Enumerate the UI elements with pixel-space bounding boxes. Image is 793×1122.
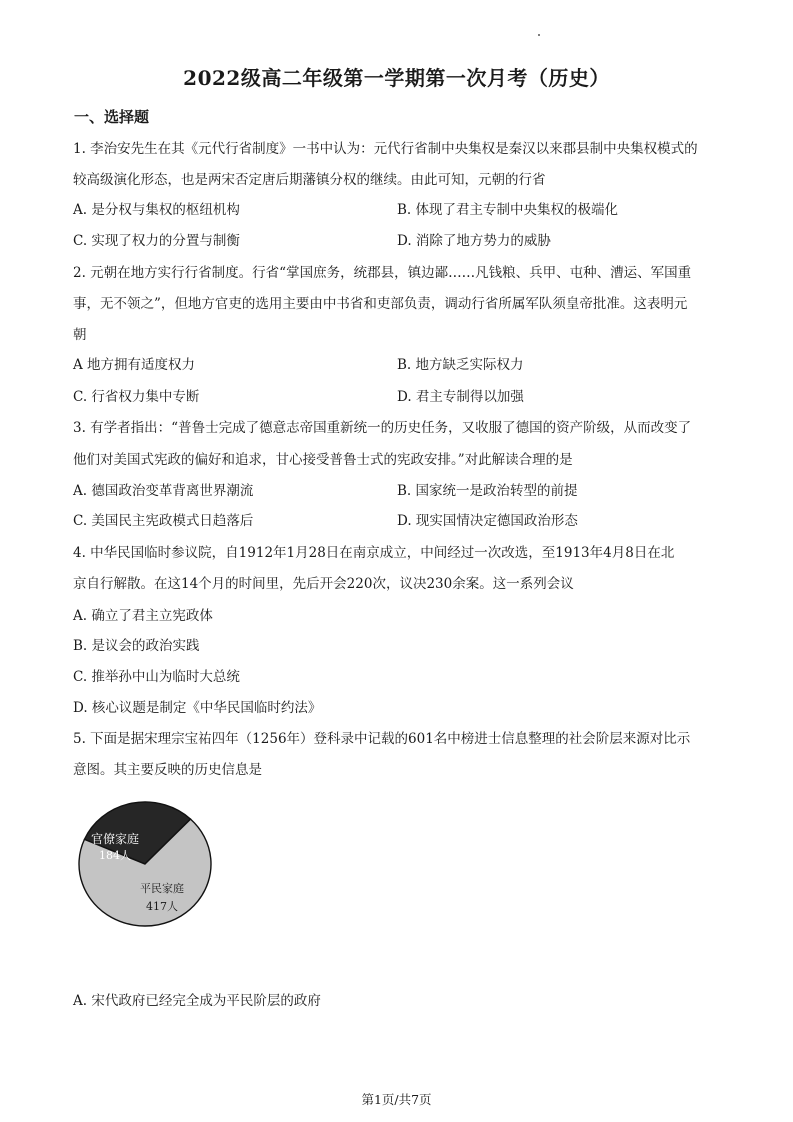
q1-stem-line: 较高级演化形态，也是两宋否定唐后期藩镇分权的继续。由此可知，元朝的行省 — [73, 172, 546, 188]
pie-chart — [78, 800, 218, 930]
q5-option-a: A. 宋代政府已经完全成为平民阶层的政府 — [73, 993, 321, 1009]
q4-option-b: B. 是议会的政治实践 — [73, 638, 200, 654]
q3-option-a: A. 德国政治变革背离世界潮流 — [73, 483, 254, 499]
q5-stem-line: 5. 下面是据宋理宗宝祐四年（1256年）登科录中记载的601名中榜进士信息整理的社会阶层来源对比示 — [73, 731, 691, 747]
q3-option-d: D. 现实国情决定德国政治形态 — [397, 513, 578, 529]
q4-stem-line: 京自行解散。在这14个月的时间里，先后开会220次，议决230余案。这一系列会议 — [73, 576, 574, 592]
q2-stem-line: 朝 — [73, 327, 87, 343]
q3-option-c: C. 美国民主宪政模式日趋落后 — [73, 513, 254, 529]
pie-value-commoner: 417人 — [146, 900, 178, 913]
q4-option-c: C. 推举孙中山为临时大总统 — [73, 669, 240, 685]
q2-option-c: C. 行省权力集中专断 — [73, 389, 200, 405]
page-title: 2022级高二年级第一学期第一次月考（历史） — [183, 66, 610, 90]
q1-option-c: C. 实现了权力的分置与制衡 — [73, 233, 240, 249]
scan-dot — [538, 34, 540, 36]
q3-stem-line: 他们对美国式宪政的偏好和追求，甘心接受普鲁士式的宪政安排。”对此解读合理的是 — [73, 452, 573, 468]
q5-stem-line: 意图。其主要反映的历史信息是 — [73, 762, 262, 778]
q2-option-a: A 地方拥有适度权力 — [73, 357, 196, 373]
pie-value-official: 184人 — [99, 849, 131, 862]
page-number: 第1页/共7页 — [361, 1092, 432, 1107]
q1-option-b: B. 体现了君主专制中央集权的极端化 — [397, 202, 619, 218]
section-heading: 一、选择题 — [74, 108, 150, 126]
q4-option-d: D. 核心议题是制定《中华民国临时约法》 — [73, 700, 322, 716]
pie-label-commoner: 平民家庭 — [140, 882, 184, 895]
q2-option-d: D. 君主专制得以加强 — [397, 389, 524, 405]
q2-stem-line: 事，无不领之”，但地方官吏的选用主要由中书省和吏部负责，调动行省所属军队须皇帝批准。这表明元 — [73, 296, 688, 312]
q2-stem-line: 2. 元朝在地方实行行省制度。行省“掌国庶务，统郡县，镇边鄙……凡钱粮、兵甲、屯种、漕运、军国重 — [73, 265, 692, 281]
q3-option-b: B. 国家统一是政治转型的前提 — [397, 483, 578, 499]
pie-label-official: 官僚家庭 — [90, 832, 140, 846]
q1-option-a: A. 是分权与集权的枢纽机构 — [73, 202, 240, 218]
q4-option-a: A. 确立了君主立宪政体 — [73, 608, 213, 624]
q3-stem-line: 3. 有学者指出：“普鲁士完成了德意志帝国重新统一的历史任务，又收服了德国的资产阶级，从而改变了 — [73, 420, 692, 436]
q4-stem-line: 4. 中华民国临时参议院，自1912年1月28日在南京成立，中间经过一次改选，至1913年4月8日在北 — [73, 545, 675, 561]
q1-stem-line: 1. 李治安先生在其《元代行省制度》一书中认为：元代行省制中央集权是秦汉以来郡县制中央集权模式的 — [73, 141, 698, 157]
q2-option-b: B. 地方缺乏实际权力 — [397, 357, 524, 373]
q1-option-d: D. 消除了地方势力的威胁 — [397, 233, 551, 249]
